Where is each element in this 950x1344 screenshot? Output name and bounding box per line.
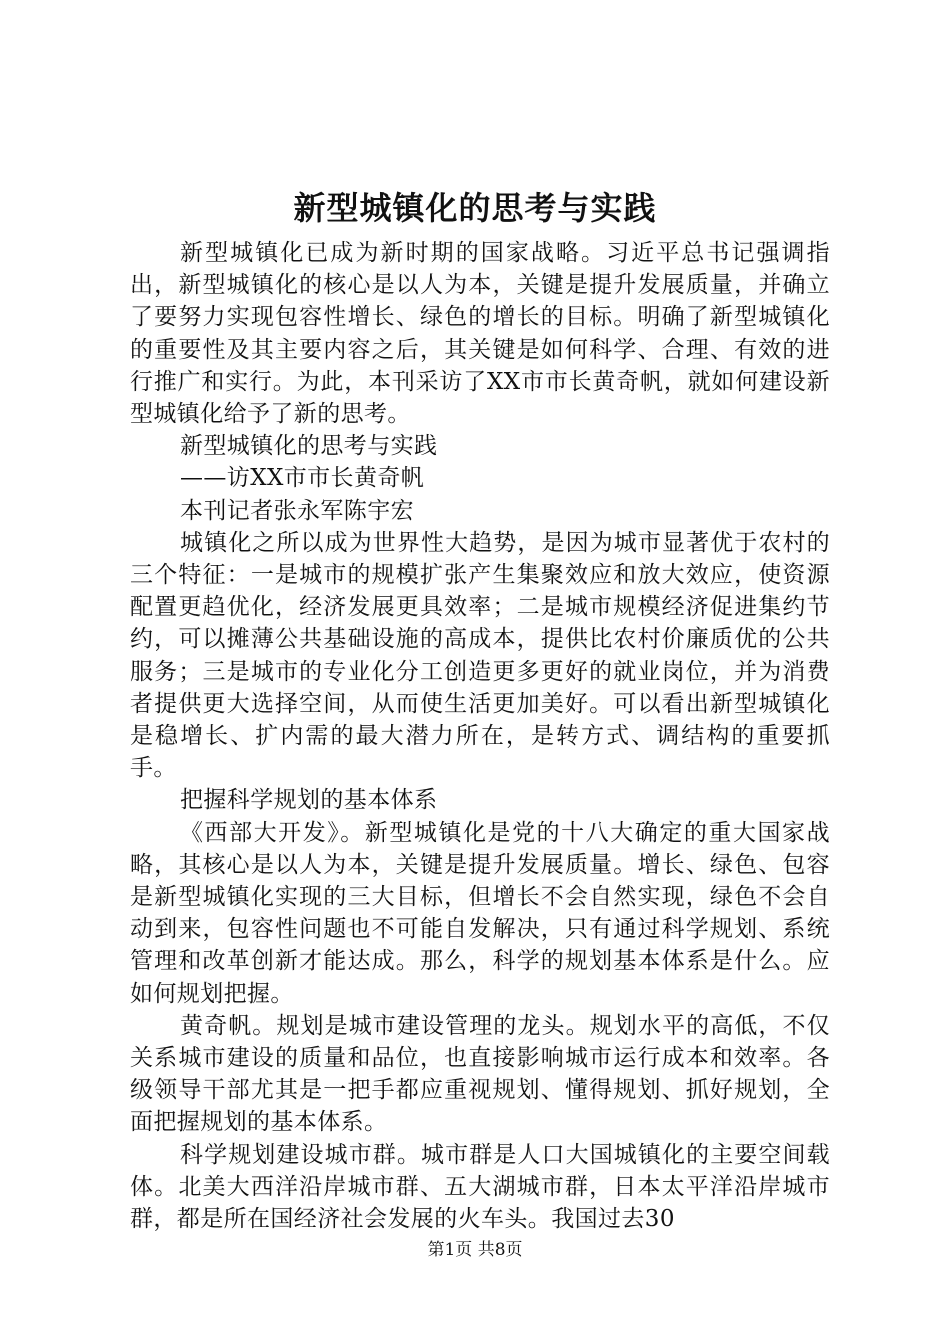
page-number: 第1页 共8页: [427, 1240, 523, 1260]
paragraph-city-cluster: 科学规划建设城市群。城市群是人口大国城镇化的主要空间载体。北美大西洋沿岸城市群、五大湖城市群，日本太平洋沿岸城市群，都是所在国经济社会发展的火车头。我国过去30: [130, 1141, 830, 1233]
paragraph-answer: 黄奇帆。规划是城市建设管理的龙头。规划水平的高低，不仅关系城市建设的质量和品位，也直接影响城市运行成本和效率。各级领导干部尤其是一把手都应重视规划、懂得规划、抓好规划，全面把握规划的基本体系。: [130, 1012, 830, 1136]
document-title: 新型城镇化的思考与实践: [293, 189, 657, 227]
paragraph-reporters: 本刊记者张永军陈宇宏: [180, 497, 414, 524]
document-body: [130, 237, 830, 1235]
paragraph-intro: 新型城镇化已成为新时期的国家战略。习近平总书记强调指出，新型城镇化的核心是以人为本，关键是提升发展质量，并确立了要努力实现包容性增长、绿色的增长的目标。明确了新型城镇化的重要性及其主要内容之后，其关键是如何科学、合理、有效的进行推广和实行。为此，本刊采访了XX市市长黄奇帆，就如何建设新型城镇化给予了新的思考。: [130, 240, 830, 428]
paragraph-subtitle: 新型城镇化的思考与实践: [180, 433, 438, 460]
paragraph-interview-line: ——访XX市市长黄奇帆: [180, 465, 425, 492]
section-heading-planning: 把握科学规划的基本体系: [180, 787, 438, 814]
paragraph-urbanization-trend: 城镇化之所以成为世界性大趋势，是因为城市显著优于农村的三个特征：一是城市的规模扩张产生集聚效应和放大效应，使资源配置更趋优化，经济发展更具效率；二是城市规模经济促进集约节约，可以摊薄公共基础设施的高成本，提供比农村价廉质优的公共服务；三是城市的专业化分工创造更多更好的就业岗位，并为消费者提供更大选择空间，从而使生活更加美好。可以看出新型城镇化是稳增长、扩内需的最大潜力所在，是转方式、调结构的重要抓手。: [130, 529, 830, 782]
paragraph-question: 《西部大开发》。新型城镇化是党的十八大确定的重大国家战略，其核心是以人为本，关键是提升发展质量。增长、绿色、包容是新型城镇化实现的三大目标，但增长不会自然实现，绿色不会自动到来，包容性问题也不可能自发解决，只有通过科学规划、系统管理和改革创新才能达成。那么，科学的规划基本体系是什么。应如何规划把握。: [130, 819, 830, 1007]
